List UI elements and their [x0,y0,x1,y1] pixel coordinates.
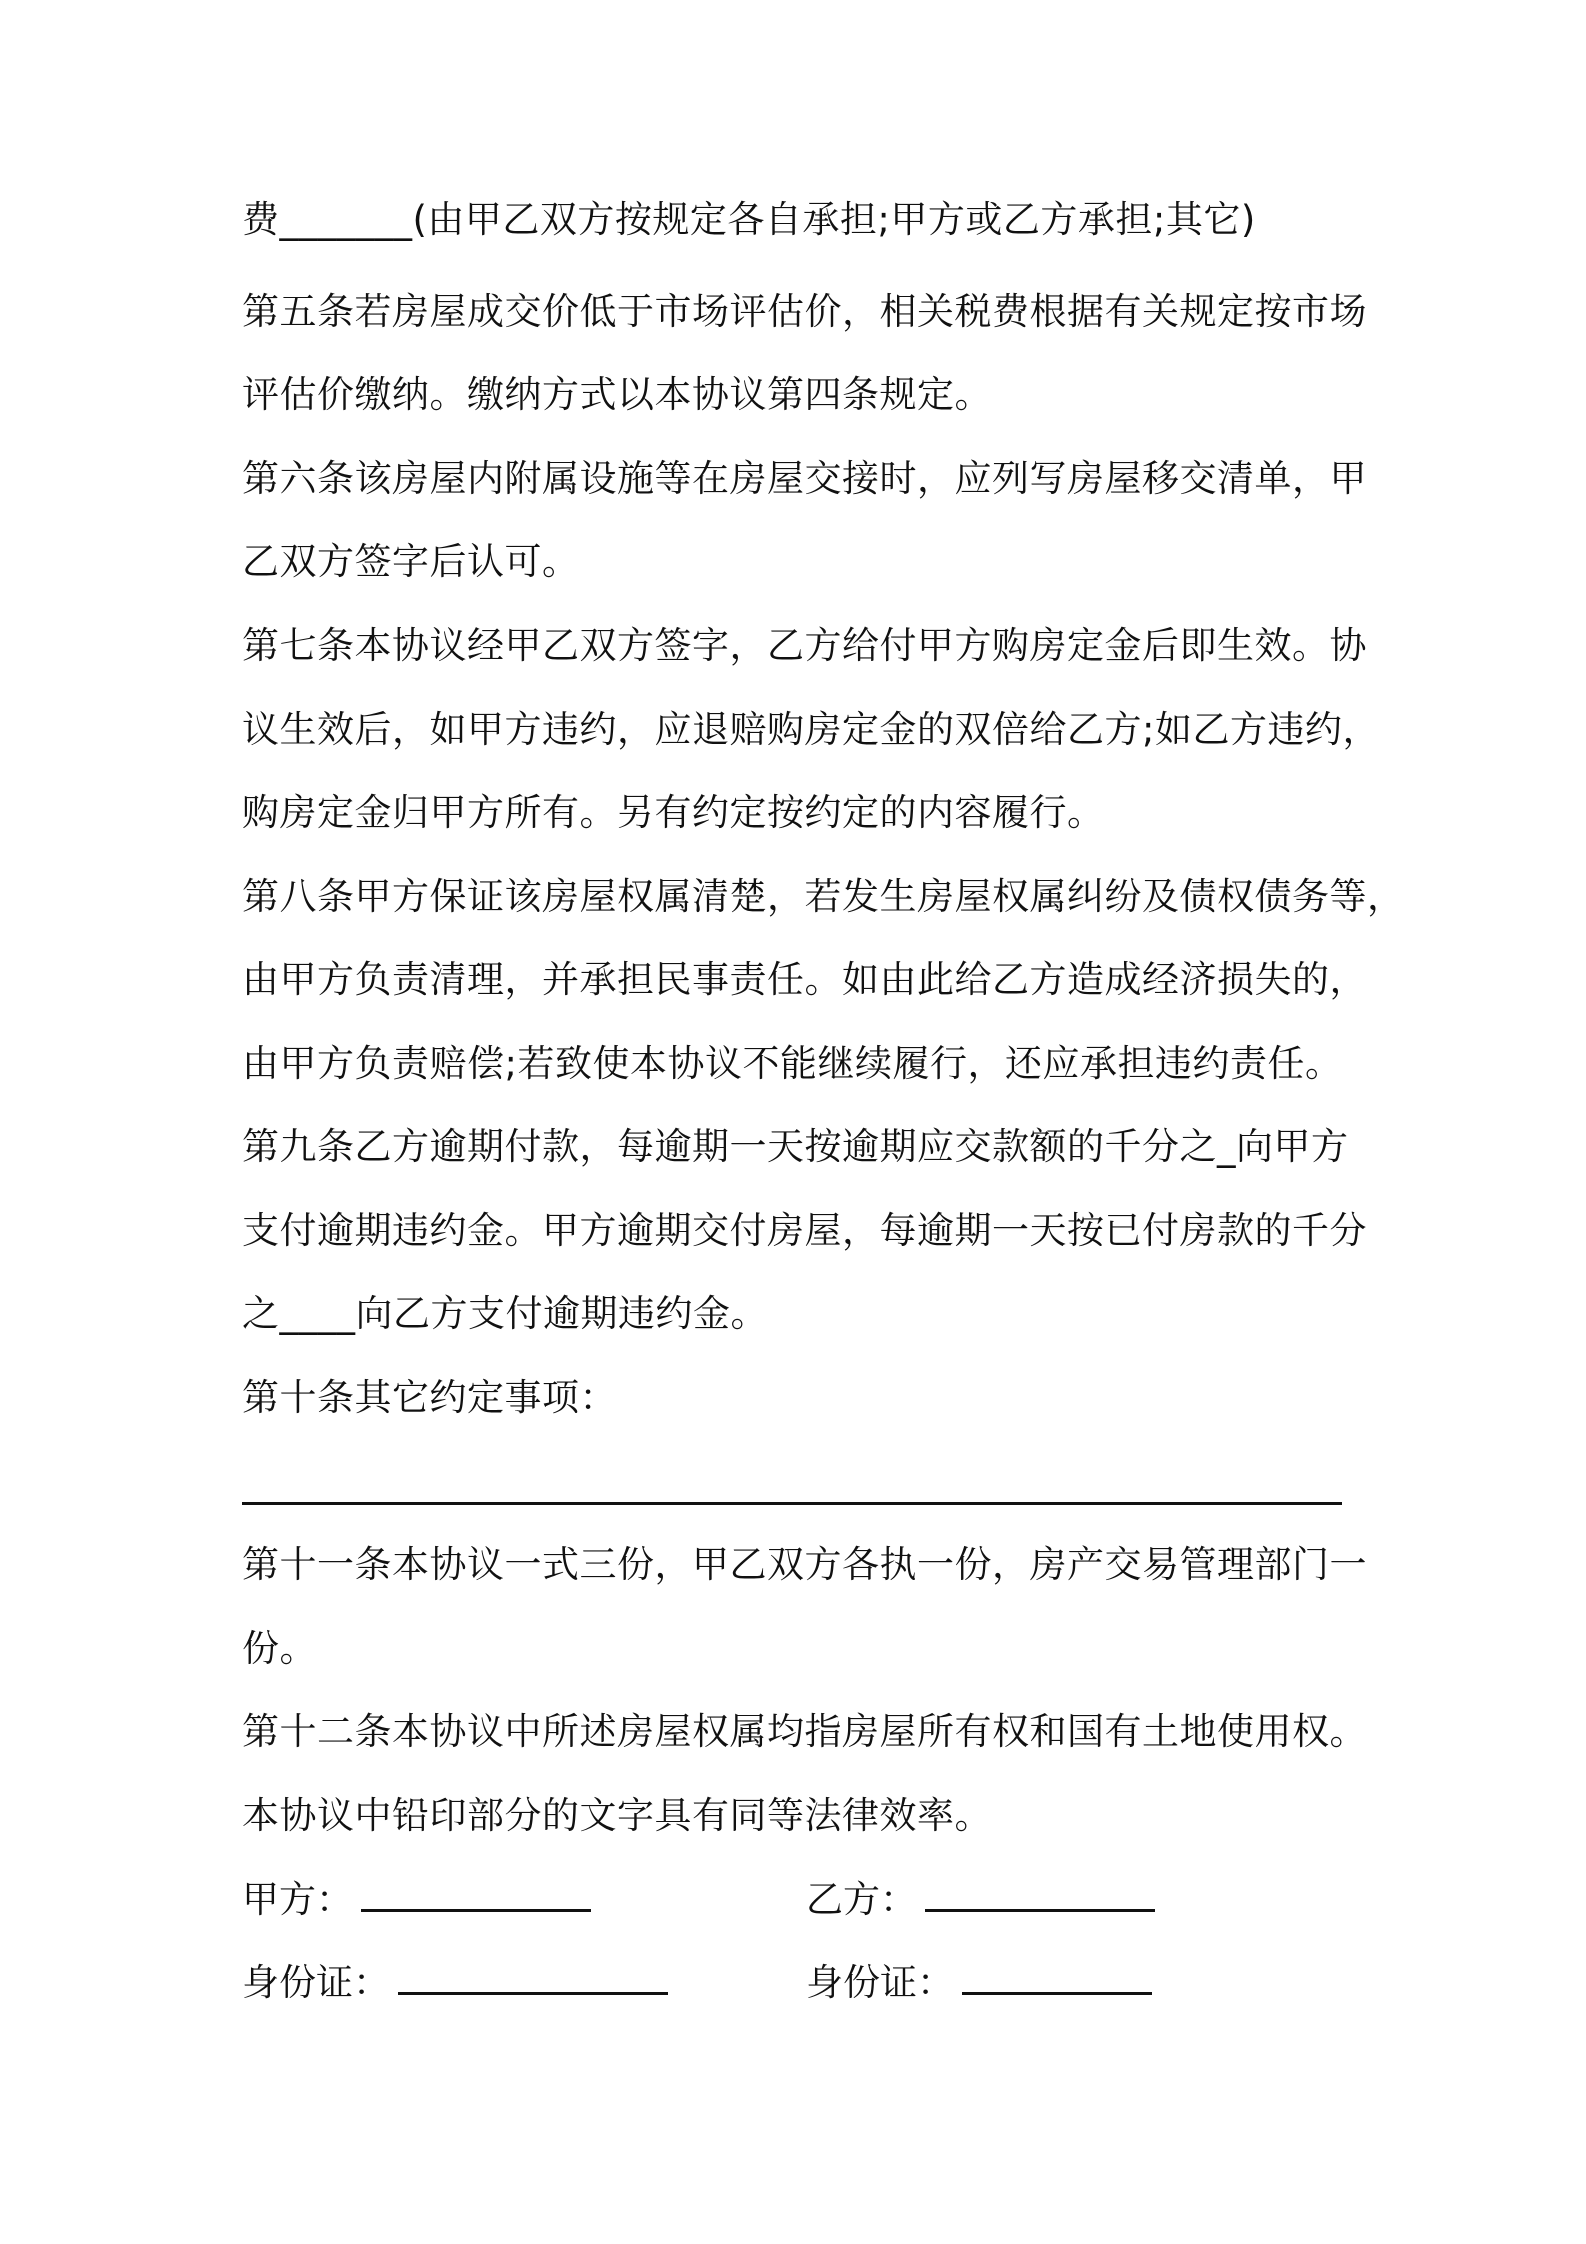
id-b-label: 身份证： [806,1961,954,2004]
text-line: 由甲方负责赔偿;若致使本协议不能继续履行，还应承担违约责任。 [242,1042,1343,1085]
id-a-label: 身份证： [242,1961,390,2004]
text-line: 费_______(由甲乙双方按规定各自承担;甲方或乙方承担;其它) [242,198,1256,241]
text-line: 本协议中铅印部分的文字具有同等法律效率。 [242,1794,992,1837]
text-line: 第十一条本协议一式三份，甲乙双方各执一份，房产交易管理部门一 [242,1543,1367,1586]
text-line: 由甲方负责清理，并承担民事责任。如由此给乙方造成经济损失的， [242,958,1367,1001]
text-line: 第七条本协议经甲乙双方签字，乙方给付甲方购房定金后即生效。协 [242,624,1367,667]
party-a-id [242,1961,668,2005]
party-a-label: 甲方： [242,1878,353,1921]
text-line: 支付逾期违约金。甲方逾期交付房屋，每逾期一天按已付房款的千分 [242,1209,1367,1252]
fill-in-blank-line [242,1502,1342,1505]
text-line: 第五条若房屋成交价低于市场评估价，相关税费根据有关规定按市场 [242,290,1367,333]
party-b-label: 乙方： [806,1878,917,1921]
text-line: 第六条该房屋内附属设施等在房屋交接时，应列写房屋移交清单，甲 [242,457,1367,500]
text-line: 之____向乙方支付逾期违约金。 [242,1292,768,1335]
text-line: 购房定金归甲方所有。另有约定按约定的内容履行。 [242,791,1105,834]
text-line: 议生效后，如甲方违约，应退赔购房定金的双倍给乙方;如乙方违约， [242,708,1380,751]
id-a-blank [398,1962,668,1995]
party-b-signature [806,1878,1155,1922]
text-line: 第十条其它约定事项： [242,1376,617,1419]
party-b-id [806,1961,1152,2005]
text-line: 乙双方签字后认可。 [242,540,580,583]
text-line: 份。 [242,1627,317,1670]
party-b-blank [925,1879,1155,1912]
text-line: 第十二条本协议中所述房屋权属均指房屋所有权和国有土地使用权。 [242,1710,1367,1753]
id-b-blank [962,1962,1152,1995]
party-a-signature [242,1878,591,1922]
text-line: 第八条甲方保证该房屋权属清楚，若发生房屋权属纠纷及债权债务等， [242,875,1405,918]
party-a-blank [361,1879,591,1912]
text-line: 评估价缴纳。缴纳方式以本协议第四条规定。 [242,373,992,416]
text-line: 第九条乙方逾期付款，每逾期一天按逾期应交款额的千分之_向甲方 [242,1125,1349,1168]
